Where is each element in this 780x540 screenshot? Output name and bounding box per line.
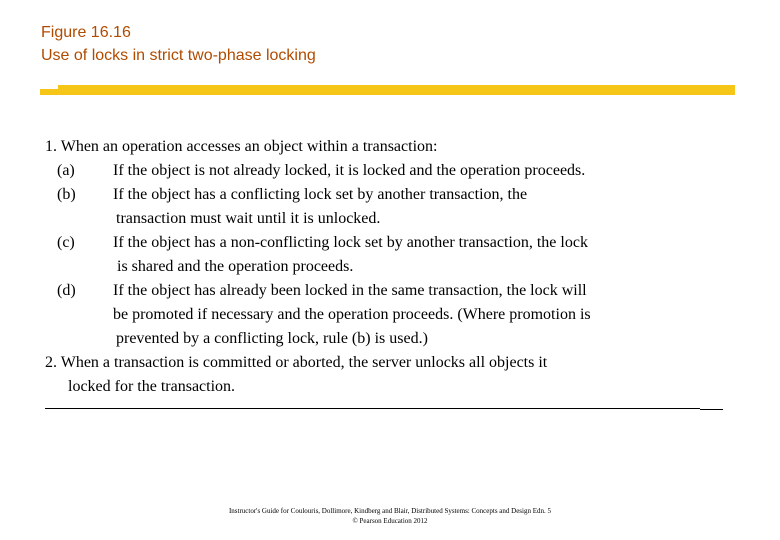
rule-1-text: 1. When an operation accesses an object within a transaction:: [45, 138, 438, 155]
rule-2-text-cont: locked for the transaction.: [68, 378, 236, 395]
rule-c-label: (c): [57, 234, 75, 251]
divider-tick: [700, 409, 723, 410]
rule-c-text-cont: is shared and the operation proceeds.: [117, 258, 354, 275]
rule-d-text: If the object has already been locked in the same transaction, the lock will: [113, 282, 587, 299]
footer-credit: Instructor's Guide for Coulouris, Dollimore, Kindberg and Blair, Distributed Systems: Concepts and Design Edn. 5: [228, 507, 552, 515]
rule-d-label: (d): [57, 282, 76, 299]
rule-b-text-cont: transaction must wait until it is unlocked.: [116, 210, 381, 227]
rule-b-label: (b): [57, 186, 76, 203]
rule-d-text-cont-2: prevented by a conflicting lock, rule (b) is used.): [116, 330, 428, 347]
figure-label: Figure 16.16: [41, 24, 131, 41]
rule-d-text-cont-1: be promoted if necessary and the operation proceeds. (Where promotion is: [113, 306, 591, 323]
rule-2-text: 2. When a transaction is committed or aborted, the server unlocks all objects it: [45, 354, 548, 371]
rule-c-text: If the object has a non-conflicting lock set by another transaction, the lock: [113, 234, 588, 251]
footer-copyright: © Pearson Education 2012: [352, 517, 428, 525]
divider-line: [45, 408, 700, 409]
rule-a-text: If the object is not already locked, it is locked and the operation proceeds.: [113, 162, 586, 179]
figure-title: Use of locks in strict two-phase locking: [41, 47, 316, 64]
rule-b-text: If the object has a conflicting lock set by another transaction, the: [113, 186, 528, 203]
rule-a-label: (a): [57, 162, 75, 179]
